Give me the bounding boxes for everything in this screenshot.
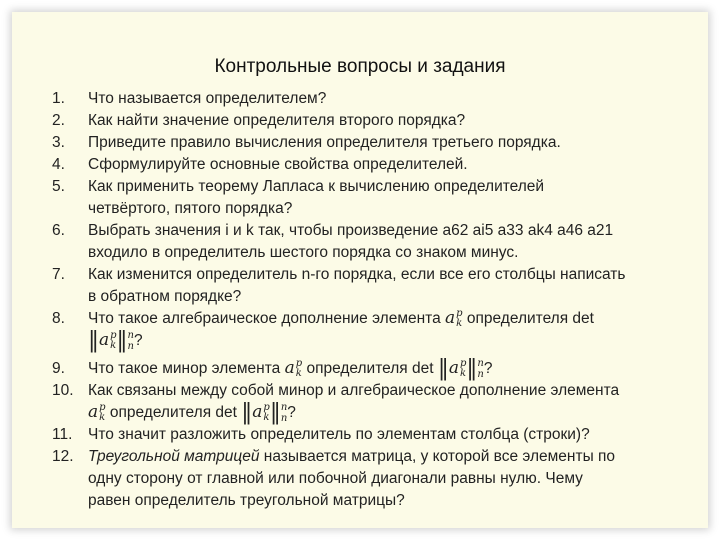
list-item bbox=[52, 154, 692, 176]
item-number: 2. bbox=[52, 112, 65, 129]
page-title: Контрольные вопросы и задания bbox=[214, 56, 506, 77]
item-line: называется матрица, у которой все элементы по bbox=[259, 448, 616, 466]
item-text bbox=[88, 446, 692, 512]
item-number: 4. bbox=[52, 156, 65, 173]
list-item bbox=[52, 308, 692, 352]
list-item bbox=[52, 132, 692, 154]
item-number: 7. bbox=[52, 266, 65, 283]
item-line: четвёртого, пятого порядка? bbox=[88, 200, 293, 217]
item-number: 11. bbox=[52, 426, 73, 444]
item-number: 6. bbox=[52, 222, 65, 239]
item-line: определителя det bbox=[466, 310, 594, 327]
item-line: определителя det bbox=[109, 404, 237, 422]
item-text: Как найти значение определителя второго порядка? bbox=[88, 112, 466, 129]
item-line: Как применить теорему Лапласа к вычислению определителей bbox=[88, 178, 545, 195]
item-text: Что называется определителем? bbox=[88, 90, 327, 107]
item-line: в обратном порядке? bbox=[88, 288, 242, 305]
list-item bbox=[52, 110, 692, 132]
math-element-a-k-p: a p k bbox=[88, 402, 106, 424]
item-text: Приведите правило вычисления определителя третьего порядка. bbox=[88, 134, 561, 151]
item-text: Сформулируйте основные свойства определителей. bbox=[88, 156, 468, 173]
item-number: 12. bbox=[52, 448, 74, 466]
list-item bbox=[52, 446, 692, 512]
item-line: Как изменится определитель n-го порядка, если все его столбцы написать bbox=[88, 266, 626, 283]
item-line: входило в определитель шестого порядка со знаком минус. bbox=[88, 244, 519, 261]
item-number: 8. bbox=[52, 310, 65, 327]
math-element-a-k-p: a p k bbox=[284, 358, 303, 380]
item-line: Что такое алгебраическое дополнение элемента bbox=[88, 310, 441, 327]
item-line: Что такое минор элемента bbox=[88, 360, 281, 378]
item-line: Как связаны между собой минор и алгебраическое дополнение элемента bbox=[88, 382, 620, 400]
item-text bbox=[88, 380, 692, 424]
math-element-a-k-p: a p k bbox=[445, 307, 463, 329]
list-item bbox=[52, 424, 692, 446]
item-text bbox=[88, 220, 692, 264]
item-number: 3. bbox=[52, 134, 65, 151]
item-text bbox=[88, 264, 692, 308]
list-item bbox=[52, 176, 692, 220]
italic-term: Треугольной матрицей bbox=[88, 448, 260, 466]
list-item bbox=[52, 88, 692, 110]
item-number: 5. bbox=[52, 178, 65, 195]
math-determinant: ‖a p k ‖ n n bbox=[88, 328, 134, 353]
question-mark: ? bbox=[134, 332, 143, 350]
list-item bbox=[52, 358, 692, 380]
item-text bbox=[88, 358, 692, 380]
list-item bbox=[52, 220, 692, 264]
item-number: 10. bbox=[52, 382, 74, 400]
item-line: определителя det bbox=[306, 360, 434, 378]
item-text bbox=[88, 176, 692, 220]
item-number: 1. bbox=[52, 90, 65, 107]
item-text bbox=[88, 308, 692, 352]
item-line: равен определитель треугольной матрицы? bbox=[88, 492, 405, 510]
item-line: одну сторону от главной или побочной диагонали равны нулю. Чему bbox=[88, 470, 583, 488]
item-line: Выбрать значения i и k так, чтобы произведение a62 ai5 a33 ak4 a46 a21 bbox=[88, 222, 614, 239]
item-number: 9. bbox=[52, 360, 65, 378]
question-mark: ? bbox=[483, 360, 493, 378]
item-text: Что значит разложить определитель по элементам столбца (строки)? bbox=[88, 426, 590, 444]
question-mark: ? bbox=[287, 404, 296, 422]
list-item bbox=[52, 264, 692, 308]
math-determinant: ‖a p k ‖ n n bbox=[437, 356, 484, 382]
questions-list bbox=[52, 88, 692, 512]
slide bbox=[12, 12, 708, 528]
list-item bbox=[52, 380, 692, 424]
math-determinant: ‖a p k ‖ n n bbox=[241, 400, 288, 426]
